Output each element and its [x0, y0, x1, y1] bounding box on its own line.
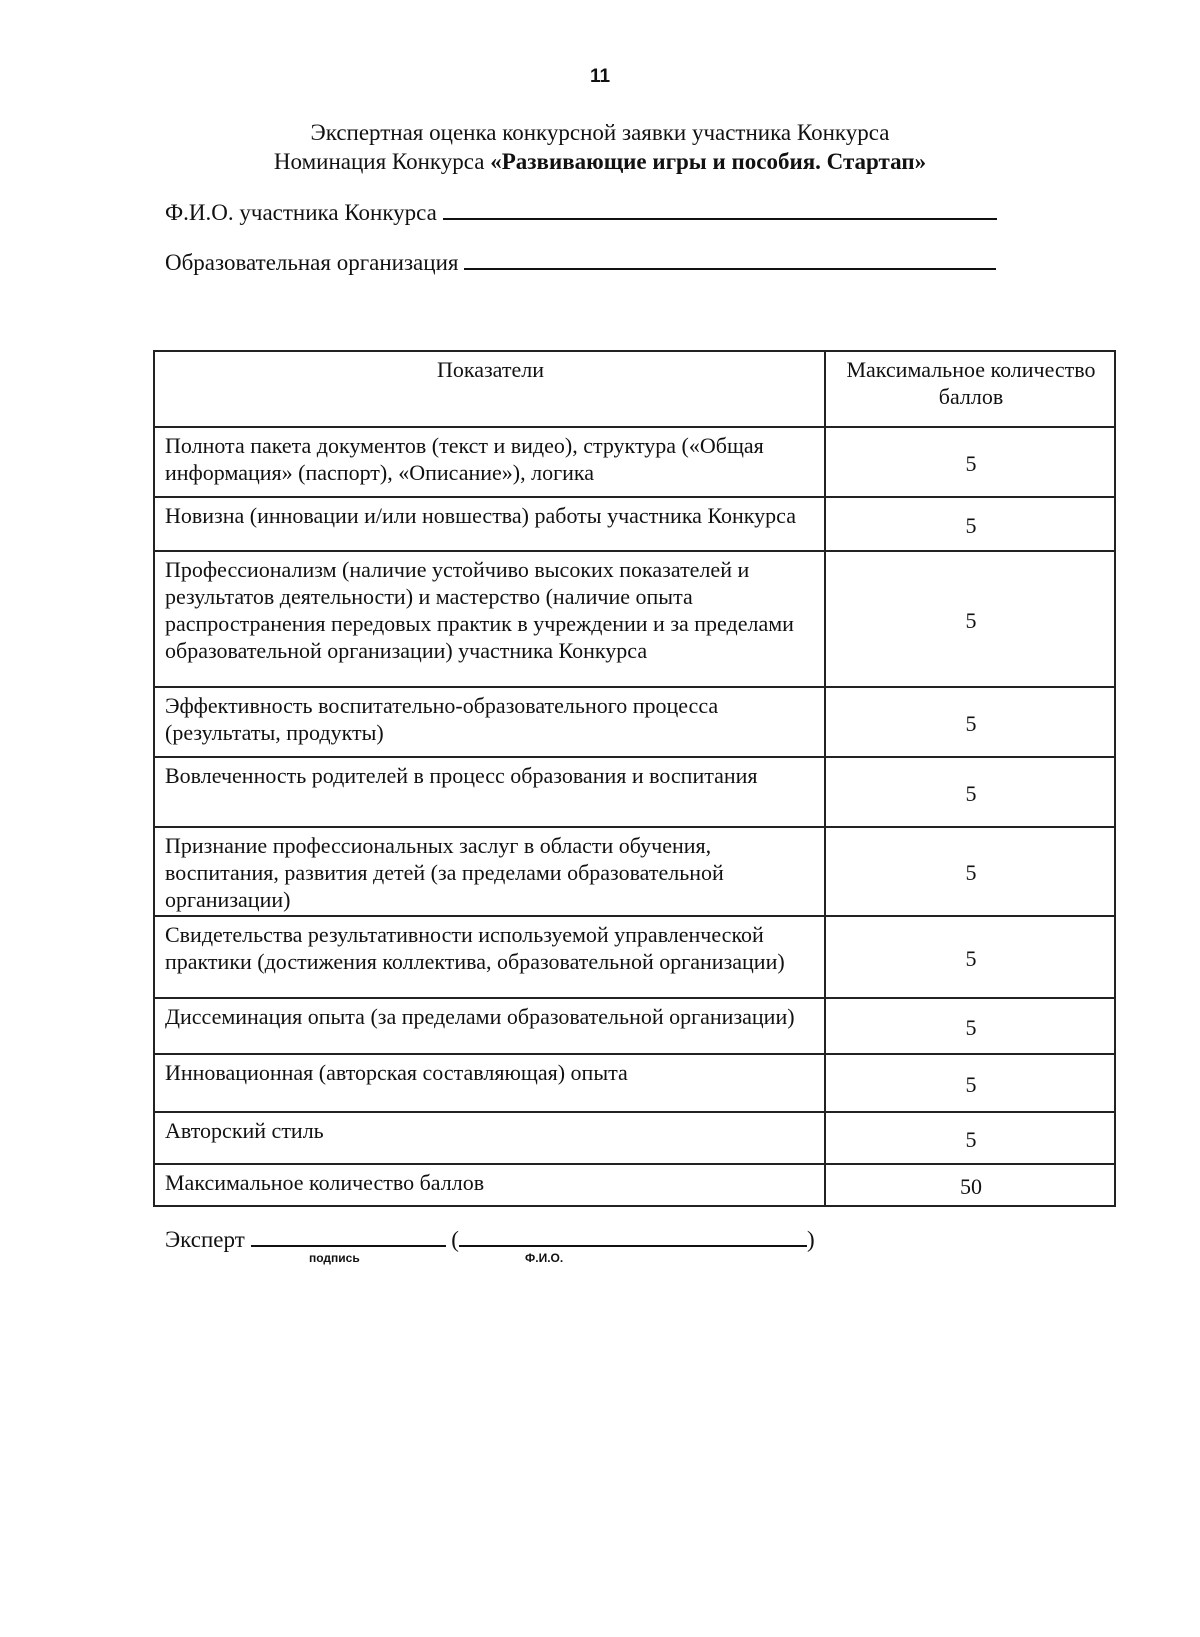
participant-label: Ф.И.О. участника Конкурса [165, 200, 437, 225]
table-row [154, 551, 1115, 687]
table-row [154, 1054, 1115, 1112]
expert-signature-line [165, 1225, 815, 1253]
name-fill-line[interactable] [459, 1225, 807, 1247]
indicator-cell: Эффективность воспитательно-образовательного процесса (результаты, продукты) [154, 687, 825, 757]
nomination-label: Номинация Конкурса [273, 149, 491, 174]
table-row [154, 1112, 1115, 1164]
max-points-cell: 5 [825, 687, 1115, 757]
max-points-cell: 5 [825, 497, 1115, 551]
indicator-cell: Свидетельства результативности используемой управленческой практики (достижения коллектива, образовательной организации) [154, 916, 825, 998]
score-table [153, 350, 1116, 1207]
table-row [154, 916, 1115, 998]
table-row [154, 687, 1115, 757]
max-points-cell: 5 [825, 998, 1115, 1054]
indicator-cell: Полнота пакета документов (текст и видео), структура («Общая информация» (паспорт), «Описание»), логика [154, 427, 825, 497]
max-points-cell: 5 [825, 827, 1115, 916]
table-row-total [154, 1164, 1115, 1206]
page-number: 11 [589, 66, 611, 87]
indicator-cell: Вовлеченность родителей в процесс образования и воспитания [154, 757, 825, 827]
open-paren: ( [451, 1227, 459, 1252]
participant-fill-line[interactable] [443, 198, 997, 220]
max-points-cell: 5 [825, 427, 1115, 497]
signature-caption: подпись [309, 1251, 360, 1265]
indicator-cell: Максимальное количество баллов [154, 1164, 825, 1206]
indicator-cell: Диссеминация опыта (за пределами образовательной организации) [154, 998, 825, 1054]
table-row [154, 497, 1115, 551]
close-paren: ) [806, 1227, 815, 1252]
indicator-cell: Профессионализм (наличие устойчиво высоких показателей и результатов деятельности) и мастерство (наличие опыта распространения передовых практик в учреждении и за пределами образовательной организации) участника Конкурса [154, 551, 825, 687]
max-points-total-cell: 50 [825, 1164, 1115, 1206]
document-title [0, 118, 1200, 176]
max-points-cell: 5 [825, 551, 1115, 687]
max-points-cell: 5 [825, 757, 1115, 827]
indicator-cell: Инновационная (авторская составляющая) опыта [154, 1054, 825, 1112]
header-indicators: Показатели [154, 351, 825, 427]
header-max-points: Максимальное количество баллов [825, 351, 1115, 427]
table-row [154, 998, 1115, 1054]
max-points-cell: 5 [825, 916, 1115, 998]
expert-label: Эксперт [165, 1227, 245, 1252]
max-points-cell: 5 [825, 1112, 1115, 1164]
organization-fill-line[interactable] [464, 248, 996, 270]
organization-label: Образовательная организация [165, 250, 459, 275]
indicator-cell: Новизна (инновации и/или новшества) работы участника Конкурса [154, 497, 825, 551]
participant-field [165, 198, 997, 226]
title-line-1: Экспертная оценка конкурсной заявки участника Конкурса [310, 120, 890, 145]
indicator-cell: Авторский стиль [154, 1112, 825, 1164]
name-caption: Ф.И.О. [525, 1251, 564, 1265]
table-row [154, 427, 1115, 497]
indicator-cell: Признание профессиональных заслуг в области обучения, воспитания, развития детей (за пределами образовательной организации) [154, 827, 825, 916]
organization-field [165, 248, 996, 276]
table-header-row [154, 351, 1115, 427]
title-line-2 [0, 147, 1200, 176]
table-row [154, 757, 1115, 827]
max-points-cell: 5 [825, 1054, 1115, 1112]
signature-fill-line[interactable] [251, 1225, 446, 1247]
table-row [154, 827, 1115, 916]
nomination-name: «Развивающие игры и пособия. Стартап» [490, 149, 927, 174]
